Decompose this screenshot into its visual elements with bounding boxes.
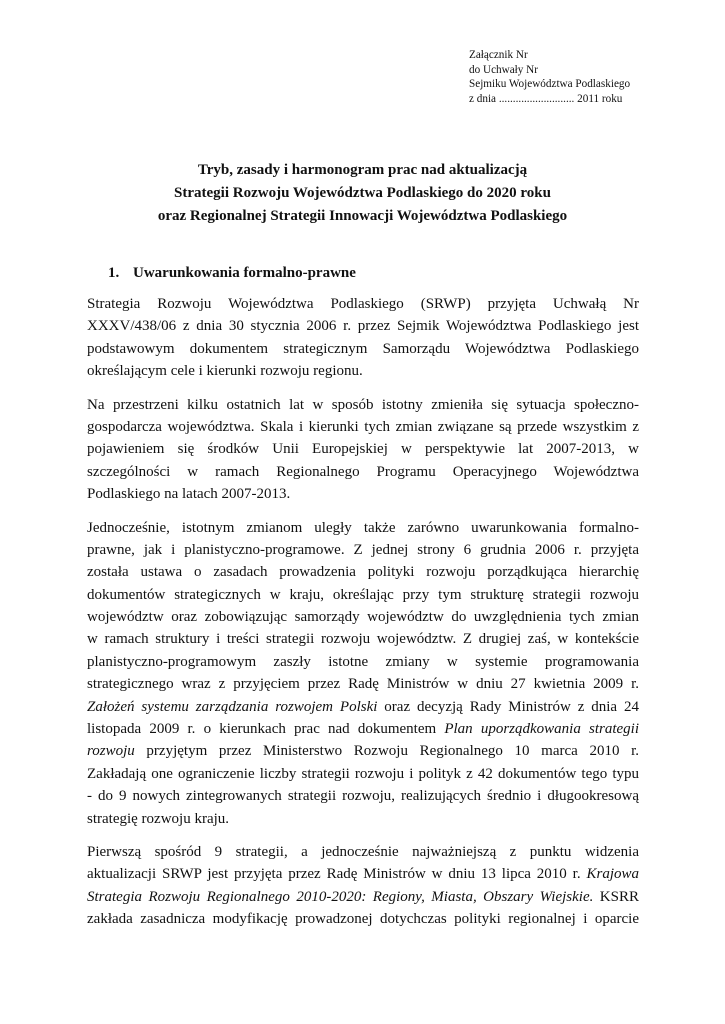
text-line: województw oraz zobowiązując samorządy województw do uwzględnienia tych zmian: [87, 609, 639, 626]
text-line: listopada 2009 r. o kierunkach prac nad dokumentem Plan uporządkowania strategii: [87, 721, 639, 738]
text-line: gospodarcza województwa. Skala i kierunki tych zmian związane są przede wszystkim z: [87, 418, 639, 435]
text-line: Na przestrzeni kilku ostatnich lat w sposób istotny zmieniła się sytuacja społeczno-: [87, 396, 639, 413]
title-line: Strategii Rozwoju Województwa Podlaskiego do 2020 roku: [174, 185, 551, 201]
title-line: Tryb, zasady i harmonogram prac nad aktualizacją: [197, 162, 528, 178]
text-line: Strategia Rozwoju Regionalnego 2010-2020: Regiony, Miasta, Obszary Wiejskie. KSRR: [87, 888, 639, 905]
text-line: Zakładają one ograniczenie liczby strategii rozwoju i polityk z 42 dokumentów tego typu: [87, 765, 639, 782]
title-line: oraz Regionalnej Strategii Innowacji Województwa Podlaskiego: [157, 208, 568, 224]
italic-title: Plan uporządkowania strategii: [444, 721, 639, 738]
text-line: Podlaskiego na latach 2007-2013.: [87, 486, 291, 503]
text-line: strategicznego wraz z przyjęciem przez Radę Ministrów w dniu 27 kwietnia 2009 r.: [87, 676, 639, 693]
annex-line: Załącznik Nr: [469, 49, 528, 61]
italic-title: Krajowa: [586, 866, 639, 883]
text-line: - do 9 nowych zintegrowanych strategii rozwoju, realizujących średnio i długookresową: [87, 788, 639, 805]
text-line: Jednocześnie, istotnym zmianom uległy także zarówno uwarunkowania formalno-: [87, 519, 639, 536]
text-line: prawne, jak i planistyczno-programowe. Z jednej strony 6 grudnia 2006 r. przyjęta: [87, 541, 639, 558]
text-line: Strategia Rozwoju Województwa Podlaskiego (SRWP) przyjęta Uchwałą Nr: [87, 296, 639, 312]
text-line: szczególności w ramach Regionalnego Programu Operacyjnego Województwa: [87, 463, 639, 480]
text-line: Pierwszą spośród 9 strategii, a jednocześnie najważniejszą z punktu widzenia: [87, 843, 639, 860]
section-heading: [108, 263, 356, 283]
section-number: 1.: [108, 265, 120, 281]
text-line: w ramach struktury i treści strategii rozwoju województw. Z drugiej zaś, w kontekście: [87, 631, 639, 648]
text-line: pojawieniem się środków Unii Europejskiej w perspektywie lat 2007-2013, w: [87, 441, 639, 458]
text-line: Założeń systemu zarządzania rozwojem Polski oraz decyzją Rady Ministrów z dnia 24: [87, 698, 639, 715]
paragraph: [87, 394, 639, 506]
text-line: rozwoju przyjętym przez Ministerstwo Rozwoju Regionalnego 10 marca 2010 r.: [87, 743, 639, 760]
annex-line: Sejmiku Województwa Podlaskiego: [469, 78, 631, 90]
annex-line: do Uchwały Nr: [469, 63, 538, 76]
text-line: strategię rozwoju kraju.: [87, 810, 230, 827]
paragraph: [87, 293, 639, 383]
document-title: [0, 159, 725, 228]
italic-title: rozwoju: [87, 743, 135, 760]
text-line: podstawowym dokumentem strategicznym Samorządu Województwa Podlaskiego: [87, 340, 639, 357]
paragraph: [87, 841, 639, 931]
section-title: Uwarunkowania formalno-prawne: [133, 265, 356, 281]
document-body: [87, 293, 639, 942]
text-line: określającym cele i kierunki rozwoju regionu.: [87, 363, 363, 380]
italic-title: Założeń systemu zarządzania rozwojem Polski: [87, 698, 378, 715]
italic-title: Strategia Rozwoju Regionalnego 2010-2020: Regiony, Miasta, Obszary Wiejskie.: [87, 888, 594, 905]
annex-header: [469, 48, 630, 106]
annex-line: z dnia ........................... 2011 roku: [469, 92, 623, 105]
text-line: została ustawa o zasadach prowadzenia polityki rozwoju porządkująca hierarchię: [87, 564, 639, 581]
text-line: planistyczno-programowym zaszły istotne zmiany w systemie programowania: [87, 653, 639, 670]
text-line: dokumentów strategicznych w kraju, określając przy tym strukturę strategii rozwoju: [87, 586, 639, 603]
text-line: XXXV/438/06 z dnia 30 stycznia 2006 r. przez Sejmik Województwa Podlaskiego jest: [87, 318, 639, 335]
text-line: aktualizacji SRWP jest przyjęta przez Radę Ministrów w dniu 13 lipca 2010 r. Krajowa: [87, 866, 639, 883]
text-line: zakłada zasadnicza modyfikację prowadzonej dotychczas polityki regionalnej i oparcie: [87, 911, 639, 928]
paragraph: [87, 517, 639, 830]
